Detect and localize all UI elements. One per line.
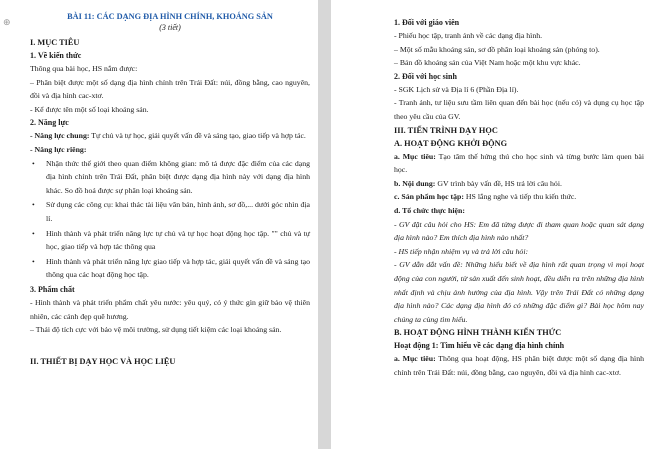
warmup-content: b. Nội dung: GV trình bày vấn đề, HS trả lời câu hỏi. [394, 178, 562, 188]
student-heading: 2. Đối với học sinh [394, 71, 457, 81]
section-equipment-heading: II. THIẾT BỊ DẠY HỌC VÀ HỌC LIỆU [30, 356, 176, 366]
lesson-duration: (3 tiết) [159, 23, 181, 32]
competency-heading: 2. Năng lực [30, 118, 69, 128]
qualities-item: – Thái độ tích cực với bảo vệ môi trường, sử dụng tiết kiệm các loại khoáng sản. [30, 325, 282, 335]
general-competency-label: - Năng lực chung: [30, 131, 90, 141]
warmup-heading: A. HOẠT ĐỘNG KHỞI ĐỘNG [394, 138, 508, 148]
section-objectives-heading: I. MỤC TIÊU [30, 38, 80, 47]
warmup-organization-label: d. Tổ chức thực hiện: [394, 205, 465, 215]
activity-1-heading: Hoạt động 1: Tìm hiểu về các dạng địa hình chính [394, 341, 565, 351]
list-item: • Nhận thức thế giới theo quan điểm không gian: mô tả được đặc điểm của các dạng địa hình chính trên Trái Đất, phân biệt được dạng địa hình này với dạng địa hình khác. So đồ hoá được sự phân loại khoáng sản. [30, 157, 310, 198]
warmup-step: - GV dẫn dắt vấn đề: Những hiểu biết về địa hình rất quan trọng vì mọi hoạt động của con người, từ sản xuất đến sinh hoạt, đều diễn ra trên những địa hình nhất định và chịu ảnh hưởng của địa hình. Vậy trên Trái Đất có những dạng địa hình nào? Các dạng địa hình đó có những đặc điểm gì? Bài học hôm nay chúng ta cùng tìm hiểu. [394, 260, 644, 324]
qualities-item: - Hình thành và phát triển phẩm chất yêu nước: yêu quý, có ý thức gìn giữ bảo vệ thiên nhiên, các cảnh đẹp quê hương. [30, 297, 310, 321]
student-item: - Tranh ảnh, tư liệu sưu tầm liên quan đến bài học (nếu có) và dụng cụ học tập theo yêu cầu của GV. [394, 98, 644, 121]
knowledge-item: - Kể được tên một số loại khoáng sản. [30, 104, 149, 114]
student-item: - SGK Lịch sử và Địa lí 6 (Phần Địa lí). [394, 84, 519, 94]
document-page-left [0, 0, 318, 449]
table-move-handle-icon[interactable]: ⊕ [3, 18, 11, 28]
knowledge-intro: Thông qua bài học, HS nắm được: [30, 64, 138, 73]
teacher-heading: 1. Đối với giáo viên [394, 18, 460, 27]
warmup-objective: a. Mục tiêu: Tạo tâm thế hứng thú cho học sinh và từng bước làm quen bài học. [394, 151, 645, 175]
teacher-item: – Bản đồ khoáng sản của Việt Nam hoặc một khu vực khác. [394, 58, 581, 68]
qualities-heading: 3. Phẩm chất [30, 284, 75, 294]
list-item: • Hình thành và phát triển năng lực tự chủ và tự học hoạt động học tập. "" chủ và tự học, giao tiếp và hợp tác thông qua [30, 227, 310, 254]
knowledge-item: – Phân biệt được một số dạng địa hình chính trên Trái Đất: núi, đồng bằng, cao nguyên, đồi và địa hình cac-xtơ. [30, 77, 310, 101]
general-competency [30, 129, 310, 143]
knowledge-activity-heading: B. HOẠT ĐỘNG HÌNH THÀNH KIẾN THỨC [394, 328, 562, 338]
warmup-step: - GV đặt câu hỏi cho HS: Em đã từng được đi tham quan hoặc quan sát dạng địa hình nào? Em thích địa hình nào nhất? [394, 219, 644, 243]
teacher-item: - Phiếu học tập, tranh ảnh về các dạng địa hình. [394, 31, 543, 40]
document-page-right [331, 0, 650, 449]
activity-1-objective: a. Mục tiêu: Thông qua hoạt động, HS phân biệt được một số dạng địa hình chính trên Trái Đất: núi, đồng bằng, cao nguyên, đồi và địa hình cac-xtơ. [394, 354, 644, 377]
section-process-heading: III. TIẾN TRÌNH DẠY HỌC [394, 125, 498, 135]
teacher-item: – Một số mẫu khoáng sản, sơ đồ phân loại khoáng sản (phóng to). [394, 44, 600, 54]
lesson-title: BÀI 11: CÁC DẠNG ĐỊA HÌNH CHÍNH, KHOÁNG SẢN [67, 12, 273, 21]
general-competency-text: Tự chủ và tự học, giải quyết vấn đề và sáng tạo, giao tiếp và hợp tác. [89, 131, 306, 141]
warmup-product: c. Sản phẩm học tập: HS lắng nghe và tiếp thu kiến thức. [394, 192, 577, 202]
list-item: • Sử dụng các công cụ: khai thác tài liệu văn bản, hình ảnh, sơ đồ,... dưới góc nhìn địa lí. [30, 198, 310, 225]
knowledge-heading: 1. Về kiến thức [30, 51, 82, 60]
warmup-step: - HS tiếp nhận nhiệm vụ và trả lời câu hỏi: [394, 246, 529, 256]
specific-competency-list [30, 157, 310, 282]
specific-competency-label: - Năng lực riêng: [30, 144, 87, 154]
list-item: • Hình thành và phát triển năng lực giao tiếp và hợp tác, giải quyết vấn đề và sáng tạo thông qua các hoạt động học tập. [30, 255, 310, 282]
